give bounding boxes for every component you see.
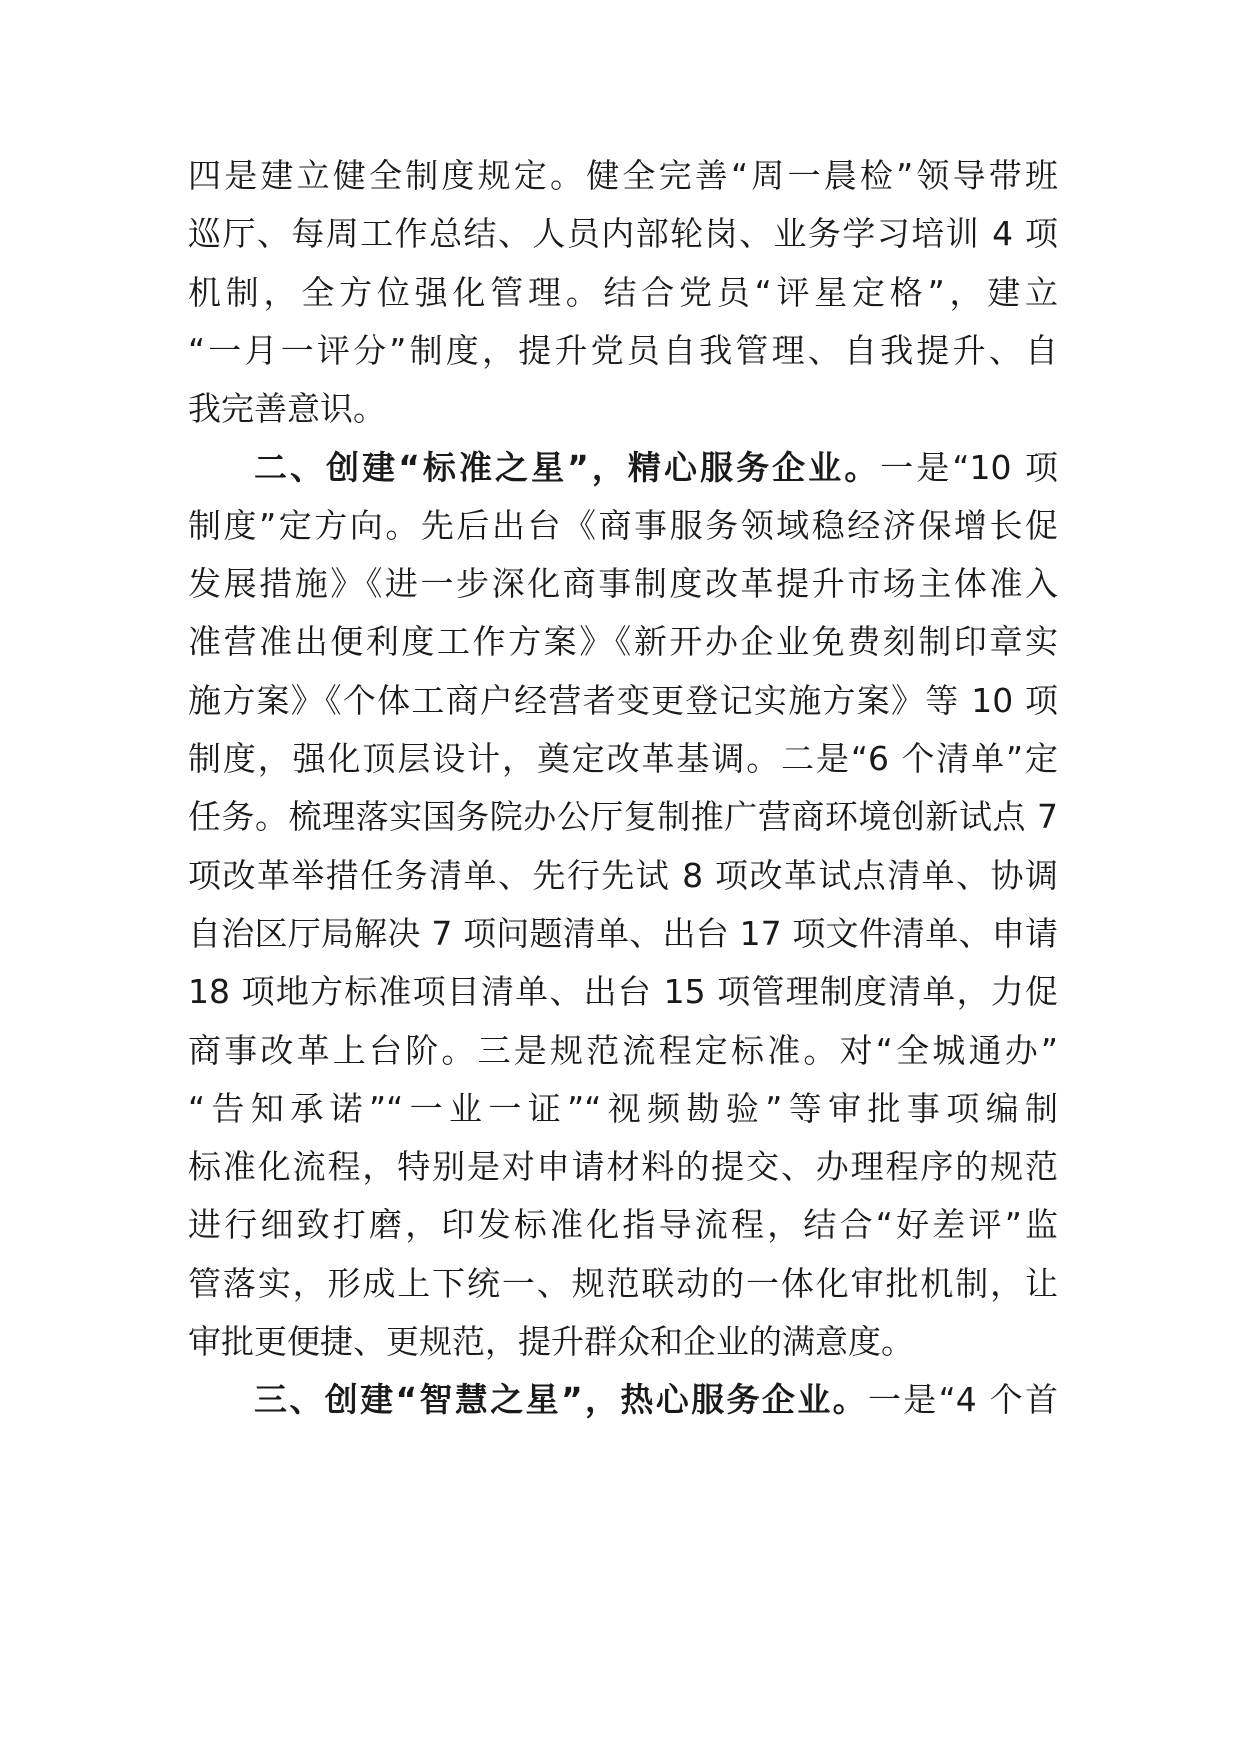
- text-segment: 管落实，形成上下统一、规范联动的一体化审批机制，让: [188, 1263, 1058, 1303]
- text-line: [188, 156, 1058, 196]
- bold-heading-text: 三、创建“智慧之星”，热心服务企业。: [254, 1380, 868, 1420]
- text-line: [188, 1147, 1058, 1187]
- text-segment: 标准化流程，特别是对申请材料的提交、办理程序的规范: [188, 1147, 1058, 1187]
- text-line: [188, 214, 1058, 254]
- text-segment: 自治区厅局解决 7 项问题清单、出台 17 项文件清单、申请: [188, 913, 1058, 953]
- text-segment: “一月一评分”制度，提升党员自我管理、自我提升、自: [188, 330, 1058, 370]
- text-line: [188, 1089, 1058, 1129]
- text-line: [188, 856, 1058, 896]
- text-line: [254, 448, 1058, 488]
- text-segment: 发展措施》《进一步深化商事制度改革提升市场主体准入: [188, 564, 1058, 604]
- text-segment: 18 项地方标准项目清单、出台 15 项管理制度清单，力促: [188, 972, 1058, 1012]
- text-segment: 四是建立健全制度规定。健全完善“周一晨检”领导带班: [188, 156, 1058, 195]
- text-line: [188, 1205, 1058, 1245]
- text-segment: “告知承诺”“一业一证”“视频勘验”等审批事项编制: [188, 1088, 1058, 1128]
- text-segment: 我完善意识。: [188, 389, 386, 429]
- text-line: [188, 506, 1058, 546]
- text-line: [188, 739, 1058, 779]
- text-segment: 商事改革上台阶。三是规范流程定标准。对“全城通办”: [188, 1030, 1058, 1070]
- text-line: [188, 914, 1058, 954]
- text-line: [188, 331, 1058, 371]
- text-line: [188, 622, 1058, 662]
- text-segment: 制度”定方向。先后出台《商事服务领域稳经济保增长促: [188, 505, 1058, 545]
- text-line: [188, 1264, 1058, 1304]
- bold-heading-text: 二、创建“标准之星”，精心服务企业。: [254, 447, 881, 487]
- text-segment: 一是“4 个首: [867, 1380, 1058, 1420]
- text-segment: 任务。梳理落实国务院办公厅复制推广营商环境创新试点 7: [188, 797, 1058, 837]
- text-segment: 审批更便捷、更规范，提升群众和企业的满意度。: [188, 1322, 914, 1361]
- text-segment: 巡厅、每周工作总结、人员内部轮岗、业务学习培训 4 项: [188, 214, 1058, 254]
- text-line: [188, 273, 1058, 313]
- text-segment: 准营准出便利度工作方案》《新开办企业免费刻制印章实: [188, 622, 1058, 662]
- text-segment: 施方案》《个体工商户经营者变更登记实施方案》等 10 项: [188, 680, 1058, 720]
- text-line: [188, 389, 1058, 429]
- text-line: [188, 564, 1058, 604]
- text-line: [188, 1322, 1058, 1362]
- text-line: [188, 681, 1058, 721]
- text-line: [188, 972, 1058, 1012]
- text-segment: 一是“10 项: [880, 447, 1058, 487]
- text-segment: 机制，全方位强化管理。结合党员“评星定格”，建立: [188, 272, 1058, 312]
- text-line: [188, 1031, 1058, 1071]
- text-segment: 进行细致打磨，印发标准化指导流程，结合“好差评”监: [188, 1205, 1058, 1245]
- text-segment: 制度，强化顶层设计，奠定改革基调。二是“6 个清单”定: [188, 739, 1058, 778]
- text-line: [188, 797, 1058, 837]
- text-line: [254, 1380, 1058, 1420]
- text-segment: 项改革举措任务清单、先行先试 8 项改革试点清单、协调: [188, 855, 1058, 895]
